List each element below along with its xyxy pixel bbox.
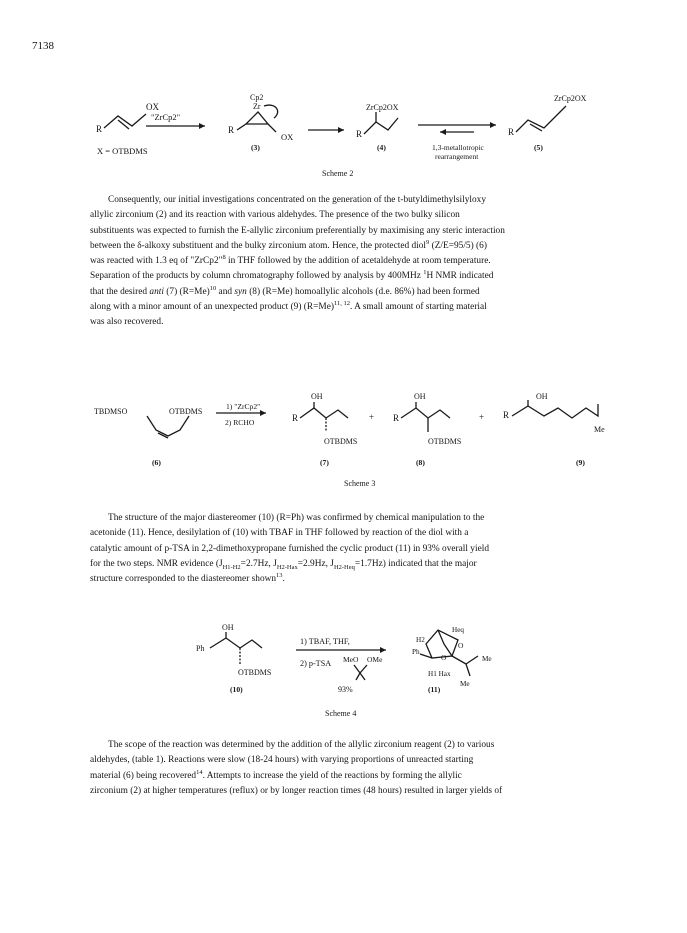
paragraph-2 <box>90 511 612 587</box>
para3-line4: zirconium (2) at higher temperatures (reflux) or by longer reaction times (48 hours) resulted in larger yields of <box>90 785 503 796</box>
para1-line9: was also recovered. <box>90 317 164 328</box>
scheme-4 <box>0 612 687 724</box>
oh-label-8: OH <box>414 392 426 401</box>
me-label-11a: Me <box>482 655 492 663</box>
tbdmso-label: TBDMSO <box>94 407 128 416</box>
h2-label: H2 <box>416 636 425 644</box>
r-group-3: R <box>356 129 363 139</box>
me-label-9: Me <box>594 425 605 434</box>
product-9-skeleton <box>512 404 598 418</box>
r-label-7: R <box>292 413 299 423</box>
otbdms-label-10: OTBDMS <box>238 668 272 677</box>
para3-line1: The scope of the reaction was determined by the addition of the allylic zirconium reagent (2) to various <box>108 740 495 750</box>
step1-label: 1) "ZrCp2" <box>226 402 261 411</box>
scheme-3-caption: Scheme 3 <box>344 479 376 488</box>
compound-7-label: (7) <box>320 458 329 467</box>
oh-label-10: OH <box>222 623 234 632</box>
h1-hax-label: H1 Hax <box>428 670 451 678</box>
para1-line8: along with a minor amount of an unexpected product (9) (R=Me)$^{11, 12}$. A small amount of starting material <box>90 299 487 313</box>
zirconium-5-skeleton <box>516 106 566 132</box>
para3-line3: material (6) being recovered$^{14}$. Attempts to increase the yield of the reactions by forming the allylic <box>90 768 462 781</box>
yield-label: 93% <box>338 685 353 694</box>
me-label-11b: Me <box>460 680 470 688</box>
r-group-1: R <box>96 124 103 134</box>
dimethoxypropane <box>354 665 367 680</box>
para2-line3: catalytic amount of p-TSA in 2,2-dimethoxypropane furnished the cyclic product (11) in 93% overall yield <box>90 543 489 554</box>
heq-label: Heq <box>452 626 464 634</box>
compound-11-label: (11) <box>428 685 441 694</box>
para1-line3: substituents was expected to furnish the E-allylic zirconium preferentially by maximising any steric interaction <box>90 225 505 236</box>
r-label-8: R <box>393 413 400 423</box>
compound-6-label: (6) <box>152 458 161 467</box>
para1-line5: was reacted with 1.3 eq of "ZrCp2"$^8$ in THF followed by the addition of acetaldehyde at room temperature. <box>90 254 491 267</box>
zr-reagent-label: "ZrCp2" <box>151 112 181 122</box>
r-label-9: R <box>503 410 510 420</box>
scheme-2 <box>0 84 687 184</box>
o-label-2: O <box>441 653 447 662</box>
step1-tbaf: 1) TBAF, THF, <box>300 637 350 646</box>
zrcp2ox-label-4: ZrCp2OX <box>366 103 399 112</box>
compound-3-label: (3) <box>251 143 260 152</box>
paragraph-1 <box>90 193 612 331</box>
o-label-1: O <box>458 641 464 650</box>
otbdms-label-7: OTBDMS <box>324 437 358 446</box>
zrcp2ox-label-5: ZrCp2OX <box>554 94 587 103</box>
compound-8-label: (8) <box>416 458 425 467</box>
para2-line5: structure corresponded to the diastereomer shown$^{13}$. <box>90 572 285 585</box>
curved-arrow <box>264 105 278 118</box>
zr-label: Zr <box>253 102 261 111</box>
scheme-2-caption: Scheme 2 <box>322 169 354 178</box>
ph-label-11: Ph <box>412 648 420 656</box>
paragraph-3 <box>90 738 612 799</box>
para2-line2: acetonide (11). Hence, desilylation of (10) with TBAF in THF followed by reaction of the diol with a <box>90 528 469 539</box>
ox-group: OX <box>146 102 159 112</box>
compound-5-label: (5) <box>534 143 543 152</box>
r-group-2: R <box>228 125 235 135</box>
anti-alcohol-7-skeleton <box>300 408 348 418</box>
ph-label-10: Ph <box>196 644 205 653</box>
cp2-label: Cp2 <box>250 93 264 102</box>
plus-sign-2: + <box>479 412 485 422</box>
otbdms-label-8: OTBDMS <box>428 437 462 446</box>
diol-6-skeleton <box>147 416 189 436</box>
syn-alcohol-8-skeleton <box>401 408 450 418</box>
x-definition: X = OTBDMS <box>97 146 148 156</box>
oh-label-7: OH <box>311 392 323 401</box>
alcohol-10-skeleton <box>210 638 262 648</box>
shift-label-line1: 1,3-metallotropic <box>432 143 484 152</box>
zirconium-4-skeleton <box>364 118 398 134</box>
otbdms-label-6: OTBDMS <box>169 407 203 416</box>
para2-line1: The structure of the major diastereomer (10) (R=Ph) was confirmed by chemical manipulation to the <box>108 513 485 523</box>
page-number: 7138 <box>32 40 54 52</box>
scheme-4-caption: Scheme 4 <box>325 709 357 718</box>
r-group-4: R <box>508 127 515 137</box>
compound-9-label: (9) <box>576 458 585 467</box>
para1-line2: allylic zirconium (2) and its reaction with various aldehydes. The presence of the two bulky silicon <box>90 210 460 221</box>
para1-line4: between the δ-alkoxy substituent and the bulky zirconium atom. Hence, the protected diol$^9$ (Z/E=95/5) (6) <box>90 238 487 251</box>
para1-line6: Separation of the products by column chromatography followed by analysis by 400MHz $^1$H NMR indicated <box>90 269 494 282</box>
para3-line2: aldehydes, (table 1). Reactions were slow (18-24 hours) with varying proportions of unreacted starting <box>90 755 474 766</box>
step2-label: 2) RCHO <box>225 418 255 427</box>
compound-4-label: (4) <box>377 143 386 152</box>
ome-label: OMe <box>367 655 383 664</box>
meo-label: MeO <box>343 655 359 664</box>
shift-label-line2: rearrangement <box>435 152 479 161</box>
plus-sign-1: + <box>369 412 375 422</box>
oh-label-9: OH <box>536 392 548 401</box>
para1-line1: Consequently, our initial investigations concentrated on the generation of the t-butyldimethylsilyloxy <box>108 195 486 205</box>
compound-10-label: (10) <box>230 685 243 694</box>
ox-small-label: OX <box>281 132 294 142</box>
zirconacycle-ring <box>246 112 268 124</box>
scheme-3 <box>0 380 687 492</box>
para2-line4: for the two steps. NMR evidence ($J_{H1-H2}=2.7Hz$, $J_{H2-Hax}=2.9Hz$, $J_{H2-Heq}=1.7Hz$) indicated that the major <box>90 558 477 571</box>
step2-ptsa: 2) p-TSA <box>300 659 332 668</box>
para1-line7: that the desired anti (7) (R=Me)$^{10}$ and syn (8) (R=Me) homoallylic alcohols (d.e. 86%) had been formed <box>90 284 480 297</box>
